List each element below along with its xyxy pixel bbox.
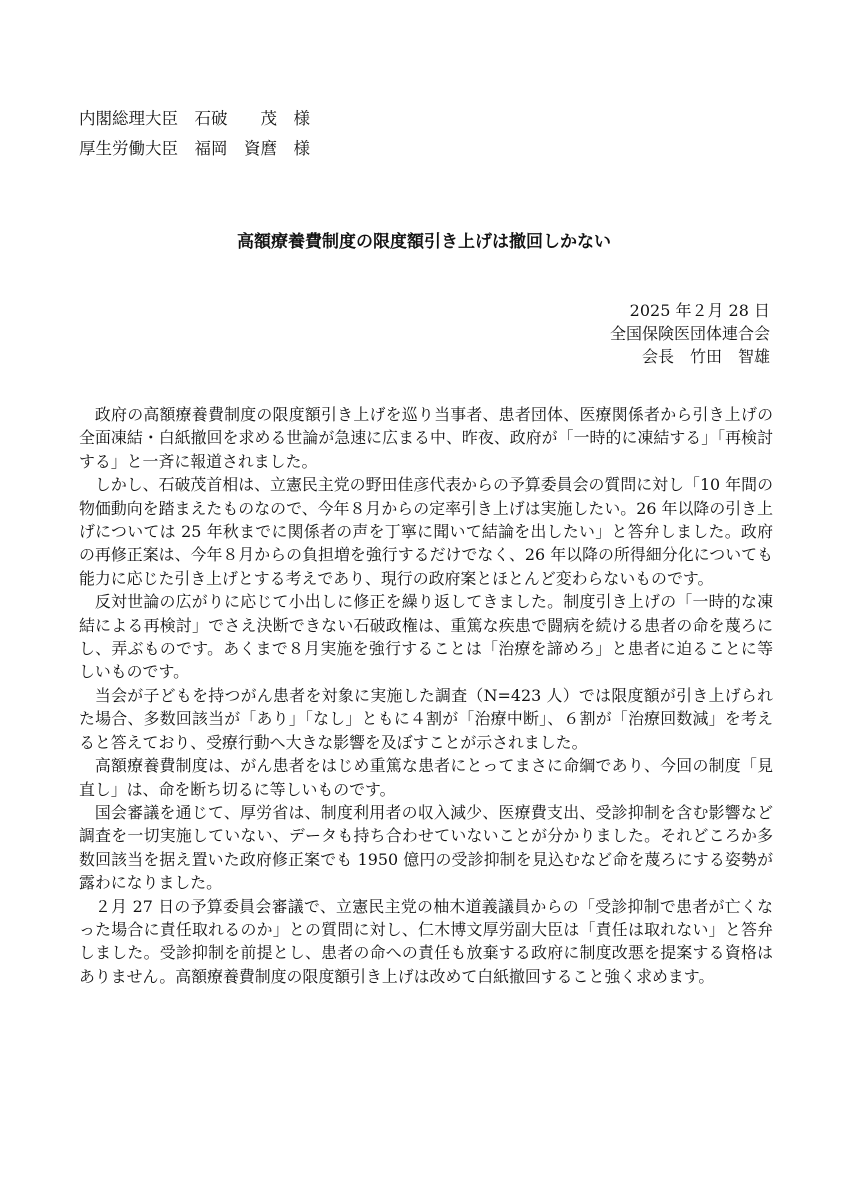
addressee-health-minister: 厚生労働大臣 福岡 資麿 様: [79, 139, 310, 158]
document-date: 2025 年２月 28 日: [629, 301, 770, 320]
body-paragraph: 当会が子どもを持つがん患者を対象に実施した調査（N=423 人）では限度額が引き上げられた場合、多数回該当が「あり」「なし」ともに４割が「治療中断」、６割が「治療回数減」を考えると答えており、受療行動へ大きな影響を及ぼすことが示されました。: [79, 685, 773, 752]
addressee-prime-minister: 内閣総理大臣 石破 茂 様: [79, 109, 310, 128]
body-paragraph: 国会審議を通じて、厚労省は、制度利用者の収入減少、医療費支出、受診抑制を含む影響など調査を一切実施していない、データも持ち合わせていないことが分かりました。それどころか多数回該当を据え置いた政府修正案でも 1950 億円の受診抑制を見込むなど命を蔑ろにする姿勢が露わになりました。: [79, 802, 773, 893]
body-paragraph: 政府の高額療養費制度の限度額引き上げを巡り当事者、患者団体、医療関係者から引き上げの全面凍結・白紙撤回を求める世論が急速に広まる中、昨夜、政府が「一時的に凍結する」「再検討する」と一斉に報道されました。: [79, 405, 773, 471]
body-paragraph: ２月 27 日の予算委員会審議で、立憲民主党の柚木道義議員からの「受診抑制で患者が亡くなった場合に責任取れるのか」との質問に対し、仁木博文厚労副大臣は「責任は取れない」と答弁しました。受診抑制を前提とし、患者の命への責任も放棄する政府に制度改悪を提案する資格はありません。高額療養費制度の限度額引き上げは改めて白紙撤回すること強く求めます。: [79, 896, 773, 986]
sender-block: [370, 299, 770, 368]
sender-representative: 会長 竹田 智雄: [641, 347, 770, 366]
addressee-block: [79, 104, 479, 164]
document-title: 高額療養費制度の限度額引き上げは撤回しかない: [237, 232, 611, 252]
document-body: [79, 403, 773, 988]
body-paragraph: しかし、石破茂首相は、立憲民主党の野田佳彦代表からの予算委員会の質問に対し「10 年間の物価動向を踏まえたものなので、今年８月からの定率引き上げは実施したい。26 年以降の引き上げについては 25 年秋までに関係者の声を丁寧に聞いて結論を出したい」と答弁しました。政府の再修正案は、今年８月からの負担増を強行するだけでなく、26 年以降の所得細分化についても能力に応じた引き上げとする考えであり、現行の政府案とほとんど変わらないものです。: [79, 475, 773, 588]
body-paragraph: 高額療養費制度は、がん患者をはじめ重篤な患者にとってまさに命綱であり、今回の制度「見直し」は、命を断ち切るに等しいものです。: [79, 756, 773, 799]
body-paragraph: 反対世論の広がりに応じて小出しに修正を繰り返してきました。制度引き上げの「一時的な凍結による再検討」でさえ決断できない石破政権は、重篤な疾患で闘病を続ける患者の命を蔑ろにし、弄ぶものです。あくまで８月実施を強行することは「治療を諦めろ」と患者に迫ることに等しいものです。: [79, 592, 773, 682]
sender-organization: 全国保険医団体連合会: [609, 324, 770, 343]
